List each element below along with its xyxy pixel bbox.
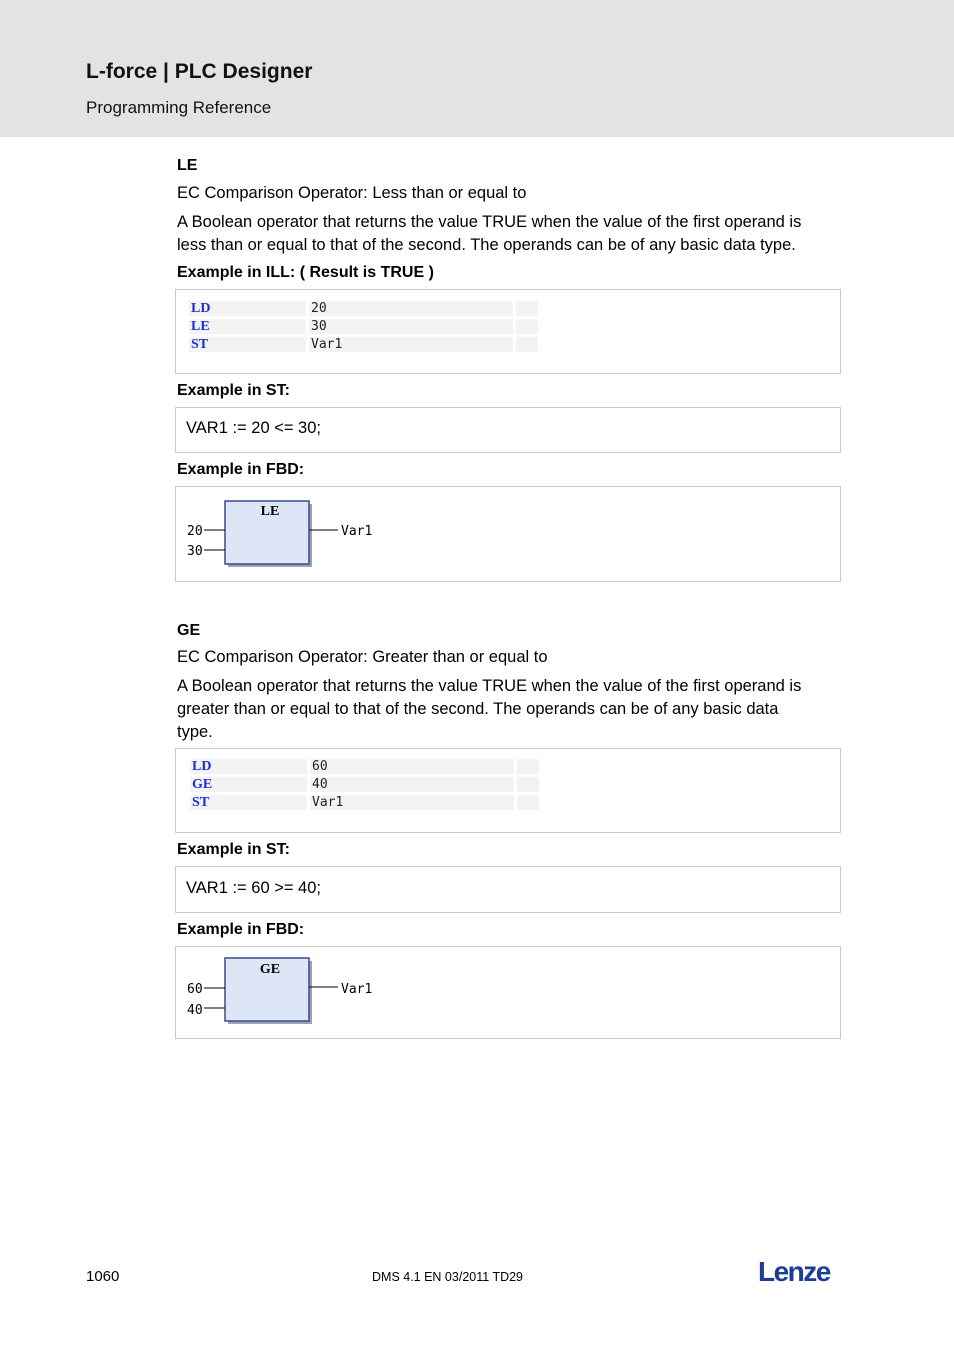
st-code: VAR1 := 60 >= 40;	[186, 879, 321, 897]
description-line: greater than or equal to that of the second. The operands can be of any basic data	[177, 700, 779, 718]
il-operand: 40	[310, 777, 514, 792]
il-operator: ST	[189, 337, 306, 352]
fbd-input-1: 60	[187, 982, 203, 997]
il-code-table	[187, 756, 542, 813]
page-header	[0, 0, 954, 137]
il-row	[189, 319, 538, 334]
st-example-label: Example in ST:	[177, 382, 290, 399]
fbd-input-2: 30	[187, 544, 203, 559]
logo-text: Lenze	[758, 1256, 830, 1287]
fbd-example-box-le	[175, 486, 841, 582]
fbd-diagram	[176, 487, 840, 581]
il-row	[190, 777, 539, 792]
il-row	[190, 795, 539, 810]
fbd-output: Var1	[341, 982, 373, 997]
il-row	[189, 337, 538, 352]
il-operator: GE	[190, 777, 307, 792]
fbd-input-1: 20	[187, 524, 203, 539]
fbd-example-label: Example in FBD:	[177, 921, 305, 938]
st-example-box-le	[175, 407, 841, 453]
il-operator: LD	[189, 301, 306, 316]
il-comment-cell	[517, 759, 539, 774]
section-description-le	[177, 211, 837, 257]
il-operator: LE	[189, 319, 306, 334]
il-operand: 60	[310, 759, 514, 774]
fbd-output: Var1	[341, 524, 373, 539]
il-comment-cell	[517, 795, 539, 810]
il-row	[189, 301, 538, 316]
il-operator: LD	[190, 759, 307, 774]
il-code-table	[186, 298, 541, 355]
lenze-logo-mark	[758, 1256, 838, 1288]
il-operator: ST	[190, 795, 307, 810]
page-number: 1060	[86, 1268, 120, 1285]
description-line: type.	[177, 723, 213, 741]
description-line: less than or equal to that of the second. The operands can be of any basic data type.	[177, 236, 796, 254]
section-heading-le: LE	[177, 157, 198, 174]
section-heading-ge: GE	[177, 622, 201, 639]
header-title: L-force | PLC Designer	[86, 60, 313, 83]
description-line: A Boolean operator that returns the value TRUE when the value of the first operand is	[177, 213, 802, 231]
st-example-box-ge	[175, 866, 841, 913]
document-id: DMS 4.1 EN 03/2011 TD29	[372, 1270, 524, 1284]
st-code: VAR1 := 20 <= 30;	[186, 419, 321, 437]
section-summary-le: EC Comparison Operator: Less than or equal to	[177, 184, 527, 202]
il-example-box-le	[175, 289, 841, 374]
il-comment-cell	[517, 777, 539, 792]
il-comment-cell	[516, 319, 538, 334]
lenze-logo	[758, 1256, 838, 1293]
fbd-block-label: LE	[260, 504, 280, 519]
header-subtitle: Programming Reference	[86, 98, 272, 117]
fbd-input-2: 40	[187, 1003, 203, 1018]
il-example-box-ge	[175, 748, 841, 833]
fbd-example-box-ge	[175, 946, 841, 1039]
il-operand: 20	[309, 301, 513, 316]
fbd-block-label: GE	[259, 962, 281, 977]
st-example-label: Example in ST:	[177, 841, 290, 858]
section-summary-ge: EC Comparison Operator: Greater than or equal to	[177, 648, 548, 666]
il-comment-cell	[516, 337, 538, 352]
il-row	[190, 759, 539, 774]
il-operand: 30	[309, 319, 513, 334]
fbd-example-label: Example in FBD:	[177, 461, 305, 478]
il-comment-cell	[516, 301, 538, 316]
il-operand: Var1	[309, 337, 513, 352]
il-operand: Var1	[310, 795, 514, 810]
il-example-label: Example in ILL: ( Result is TRUE )	[177, 264, 434, 281]
description-line: A Boolean operator that returns the value TRUE when the value of the first operand is	[177, 677, 802, 695]
section-description-ge	[177, 675, 837, 744]
fbd-diagram	[176, 947, 840, 1038]
